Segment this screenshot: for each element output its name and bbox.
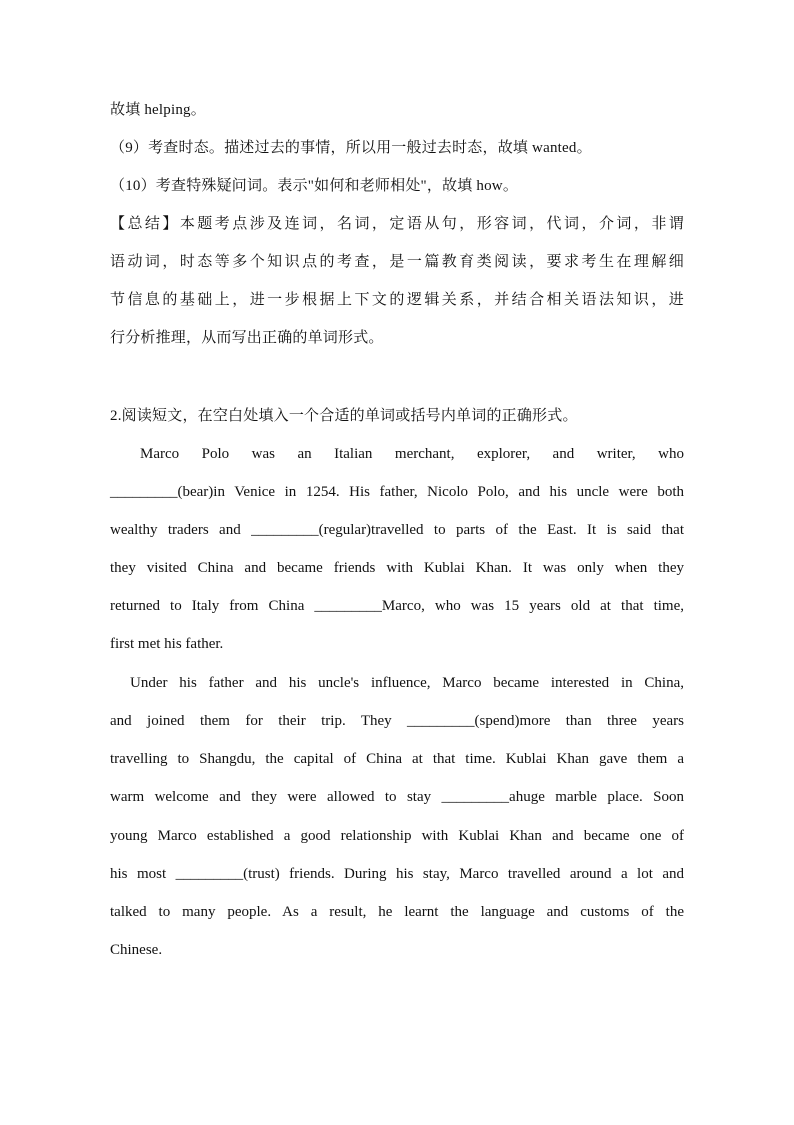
passage-line-1: Marco Polo was an Italian merchant, explorer, and writer, who [140, 446, 684, 462]
summary-line-2: 语动词，时态等多个知识点的考查，是一篇教育类阅读，要求考生在理解细 [110, 254, 684, 270]
summary-line-1: 【总结】本题考点涉及连词，名词，定语从句，形容词，代词，介词，非谓 [110, 216, 684, 232]
passage-line-5: returned to Italy from China _________Marco, who was 15 years old at that time, [110, 598, 684, 614]
passage-line-7: Under his father and his uncle's influence, Marco became interested in China, [130, 675, 684, 691]
passage-line-11: young Marco established a good relationship with Kublai Khan and became one of [110, 828, 684, 844]
passage-line-14: Chinese. [110, 942, 163, 958]
answer-line-10: （10）考查特殊疑问词。表示"如何和老师相处"，故填 how。 [110, 178, 519, 194]
passage-line-10: warm welcome and they were allowed to stay _________ahuge marble place. Soon [110, 789, 684, 805]
passage-line-8: and joined them for their trip. They _________(spend)more than three years [110, 713, 684, 729]
passage-line-12: his most _________(trust) friends. During his stay, Marco travelled around a lot and [110, 866, 684, 882]
passage-line-3: wealthy traders and _________(regular)travelled to parts of the East. It is said that [110, 522, 684, 538]
question-title: 2.阅读短文，在空白处填入一个合适的单词或括号内单词的正确形式。 [110, 408, 578, 424]
passage-line-4: they visited China and became friends with Kublai Khan. It was only when they [110, 560, 684, 576]
passage-line-9: travelling to Shangdu, the capital of China at that time. Kublai Khan gave them a [110, 751, 684, 767]
answer-line-9: （9）考查时态。描述过去的事情，所以用一般过去时态，故填 wanted。 [110, 140, 592, 156]
passage-line-2: _________(bear)in Venice in 1254. His father, Nicolo Polo, and his uncle were both [110, 484, 684, 500]
answer-line-8-end: 故填 helping。 [110, 102, 206, 118]
summary-line-3: 节信息的基础上，进一步根据上下文的逻辑关系，并结合相关语法知识，进 [110, 292, 684, 308]
passage-line-13: talked to many people. As a result, he learnt the language and customs of the [110, 904, 684, 920]
passage-line-6: first met his father. [110, 636, 224, 652]
summary-line-4: 行分析推理，从而写出正确的单词形式。 [110, 330, 384, 346]
